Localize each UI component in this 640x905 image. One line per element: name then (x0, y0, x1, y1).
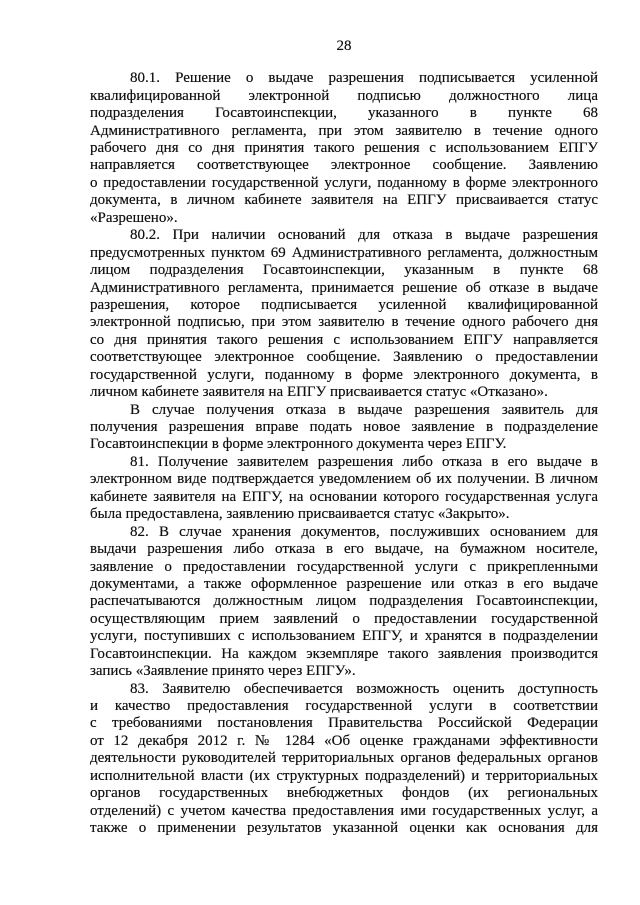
text-line: 80.2. При наличии оснований для отказа в выдаче разрешения (130, 227, 598, 244)
paragraph-80-2-refusal-note (90, 402, 598, 454)
text-line: с требованиями постановления Правительства Российской Федерации (90, 715, 598, 732)
text-line: разрешения, которое подписывается усиленной квалифицированной (90, 296, 598, 313)
text-line: лицом подразделения Госавтоинспекции, указанным в пункте 68 (90, 262, 598, 279)
text-line: электронном виде подтверждается уведомлением об их получении. В личном (90, 471, 598, 488)
text-line: Административного регламента, при этом заявителю в течение одного (90, 122, 598, 139)
text-line: личном кабинете заявителя на ЕПГУ присваивается статус «Отказано». (90, 384, 548, 401)
text-line: исполнительной власти (их структурных подразделений) и территориальных (90, 767, 598, 784)
text-line: о предоставлении государственной услуги, поданному в форме электронного (90, 174, 598, 191)
text-line: соответствующее электронное сообщение. Заявлению о предоставлении (90, 349, 598, 366)
text-line: также о применении результатов указанной оценки как основания для (90, 820, 598, 837)
text-line: распечатываются должностным лицом подразделения Госавтоинспекции, (90, 593, 598, 610)
text-line: электронной подписью, при этом заявителю в течение одного рабочего дня (90, 314, 598, 331)
page-number: 28 (336, 38, 352, 55)
paragraph-81 (90, 454, 598, 524)
text-line: направляется соответствующее электронное сообщение. Заявлению (90, 157, 598, 174)
text-line: Госавтоинспекции. На каждом экземпляре такого заявления производится (90, 645, 598, 662)
text-line: отделений) с учетом качества предоставления ими государственных услуг, а (90, 802, 598, 819)
text-line: органов государственных внебюджетных фондов (их региональных (90, 785, 598, 802)
text-line: документами, а также оформленное разрешение или отказ в его выдаче (90, 575, 598, 592)
text-line: государственной услуги, поданному в форме электронного документа, в (90, 366, 598, 383)
text-line: 83. Заявителю обеспечивается возможность оценить доступность (130, 680, 598, 697)
body-text (90, 70, 598, 837)
text-line: 82. В случае хранения документов, послуживших основанием для (130, 523, 598, 540)
text-line: услуги, поступивших с использованием ЕПГУ, и хранятся в подразделении (90, 628, 598, 645)
text-line: и качество предоставления государственной услуги в соответствии (90, 698, 598, 715)
text-line: В случае получения отказа в выдаче разрешения заявитель для (130, 401, 598, 418)
text-line: рабочего дня со дня принятия такого решения с использованием ЕПГУ (90, 140, 598, 157)
text-line: выдачи разрешения либо отказа в его выдаче, на бумажном носителе, (90, 541, 598, 558)
text-line: заявление о предоставлении государственной услуги с прикрепленными (90, 558, 598, 575)
text-line: запись «Заявление принято через ЕПГУ». (90, 663, 356, 680)
text-line: от 12 декабря 2012 г. № 1284 «Об оценке гражданами эффективности (90, 732, 598, 749)
text-line: кабинете заявителя на ЕПГУ, на основании которого государственная услуга (90, 488, 598, 505)
text-line: 81. Получение заявителем разрешения либо отказа в его выдаче в (130, 453, 598, 470)
text-line: квалифицированной электронной подписью должностного лица (90, 87, 598, 104)
paragraph-80-2 (90, 227, 598, 401)
text-line: «Разрешено». (90, 209, 178, 226)
text-line: со дня принятия такого решения с использованием ЕПГУ направляется (90, 331, 598, 348)
text-line: 80.1. Решение о выдаче разрешения подписывается усиленной (130, 70, 598, 87)
paragraph-83 (90, 681, 598, 838)
text-line: деятельности руководителей территориальных органов федеральных органов (90, 750, 598, 767)
text-line: Госавтоинспекции в форме электронного документа через ЕПГУ. (90, 436, 507, 453)
text-line: документа, в личном кабинете заявителя на ЕПГУ присваивается статус (90, 192, 598, 209)
text-line: осуществляющим прием заявлений о предоставлении государственной (90, 610, 598, 627)
text-line: была предоставлена, заявлению присваивается статус «Закрыто». (90, 506, 510, 523)
text-line: получения разрешения вправе подать новое заявление в подразделение (90, 419, 598, 436)
text-line: подразделения Госавтоинспекции, указанного в пункте 68 (90, 105, 598, 122)
text-line: предусмотренных пунктом 69 Административного регламента, должностным (90, 244, 598, 261)
paragraph-82 (90, 524, 598, 681)
text-line: Административного регламента, принимается решение об отказе в выдаче (90, 279, 598, 296)
paragraph-80-1 (90, 70, 598, 227)
